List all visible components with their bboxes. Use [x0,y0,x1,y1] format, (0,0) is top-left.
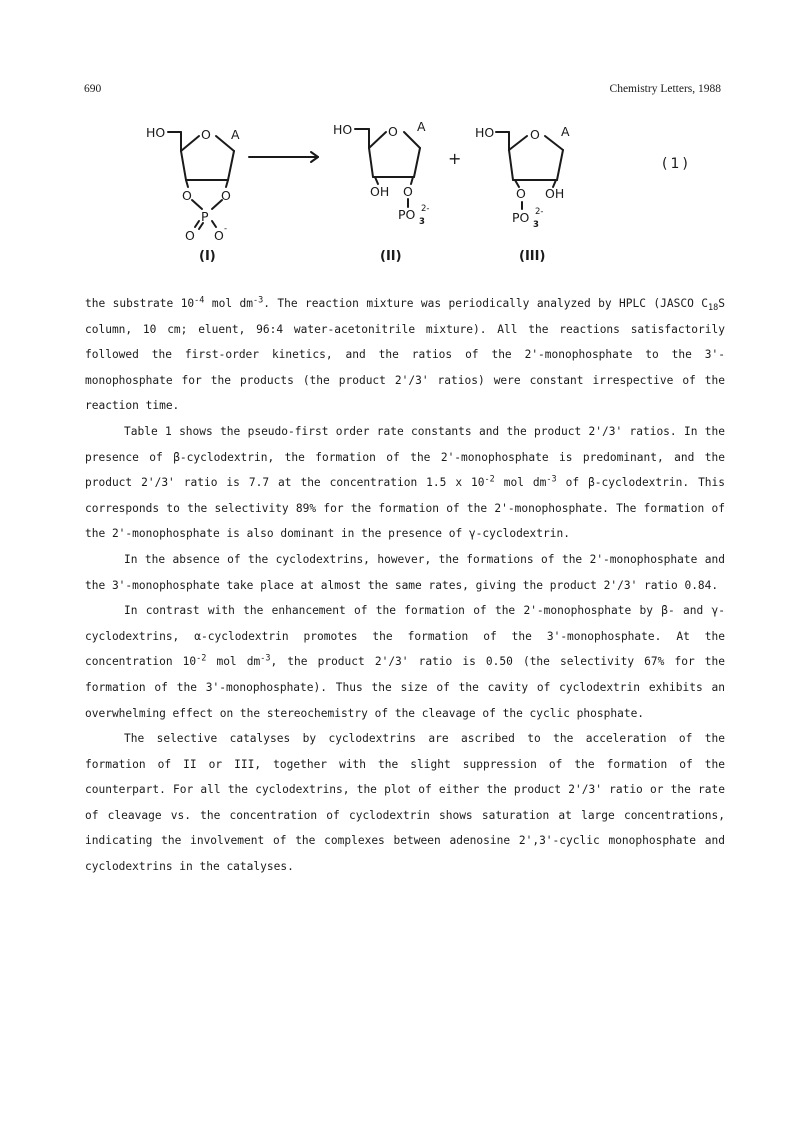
superscript: -4 [194,295,205,306]
base-label: A [561,124,570,139]
phosphate-subscript: 3 [533,220,539,230]
paragraph [85,547,725,598]
reaction-scheme [0,108,793,273]
phosphate-label: PO [512,210,530,225]
compound-label: (I) [199,249,216,264]
superscript: -2 [484,474,495,485]
text-run: The selective catalyses by cyclodextrins are ascribed to the acceleration of the formation of II or III, together with the slight suppression of the formation of the counterpart. For all the cyclodextrins, the plot of either the product 2'/3' ratio or the rate of cleavage vs. the concentration of cyclodextrin shows saturation at large concentrations, indicating the involvement of the complexes between adenosine 2',3'-cyclic monophosphate and cyclodextrins in the catalyses. [85,732,725,874]
oxygen-label: O [403,184,413,199]
plus-sign: + [448,149,462,168]
phosphorus-label: P [201,209,209,224]
oxygen-label: O [185,228,195,243]
phosphate-subscript: 3 [419,217,425,227]
hydroxyl-label: OH [545,186,565,201]
text-run: mol dm [206,655,261,669]
oxygen-label: O [182,188,192,203]
equation-number: (1) [662,156,691,172]
base-label: A [417,119,426,134]
base-label: A [231,127,240,142]
text-run: In the absence of the cyclodextrins, however, the formations of the 2'-monophosphate and the 3'-monophosphate take place at almost the same rates, giving the product 2'/3' ratio 0.84. [85,552,725,592]
paragraph [85,419,725,547]
paragraph [85,726,725,880]
text-run: mol dm [494,476,547,490]
text-run: . The reaction mixture was periodically analyzed by HPLC (JASCO C [263,297,708,310]
text-run: In contrast with the enhancement of the formation of the 2'-monophosphate by β- and γ-cyclodextrins, α-cyclodextrin promotes the formation of the 3'-monophosphate. At the concentration 10 [85,604,725,669]
charge-label: - [224,224,228,234]
phosphate-charge: 2- [421,204,430,214]
oxygen-label: O [221,188,231,203]
ring-oxygen-label: O [388,124,398,139]
reaction-scheme-drawing [0,108,793,273]
compound-label: (II) [380,249,402,264]
page-number: 690 [84,83,102,95]
phosphate-label: PO [398,207,416,222]
hydroxyl-label: HO [146,125,166,140]
ring-oxygen-label: O [530,127,540,142]
text-run: mol dm [204,297,253,310]
text-run: S column, 10 cm; eluent, 96:4 water-acetonitrile mixture). All the reactions satisfactorily followed the first-order kinetics, and the ratios of the 2'-monophosphate to the 3'-monophosphate for the products (the product 2'/3' ratios) were constant irrespective of the reaction time. [85,297,725,413]
superscript: -3 [260,653,271,664]
paragraph [85,598,725,726]
superscript: -3 [252,295,264,306]
journal-reference: Chemistry Letters, 1988 [609,83,721,95]
hydroxyl-label: HO [475,125,495,140]
hydroxyl-label: HO [333,122,353,137]
text-run: the substrate 10 [85,297,195,310]
oxygen-label: O [214,228,224,243]
hydroxyl-label: OH [370,184,390,199]
text-run: of β-cyclodextrin. This corresponds to the selectivity 89% for the formation of the 2'-monophosphate. The formation of the 2'-monophosphate is also dominant in the presence of γ-cyclodextrin. [85,476,726,541]
superscript: -3 [546,474,557,485]
page-header [0,83,793,99]
subscript: 18 [708,303,719,314]
compound-label: (III) [519,249,546,264]
article-body [85,291,725,880]
paragraph [85,291,725,419]
text-run: Table 1 shows the pseudo-first order rate constants and the product 2'/3' ratios. In the presence of β-cyclodextrin, the formation of the 2'-monophosphate is predominant, and the product 2'/3' ratio is 7.7 at the concentration 1.5 x 10 [85,424,725,490]
phosphate-charge: 2- [535,207,544,217]
ring-oxygen-label: O [201,127,211,142]
superscript: -2 [196,653,207,664]
text-run: , the product 2'/3' ratio is 0.50 (the selectivity 67% for the formation of the 3'-monophosphate). Thus the size of the cavity of cyclodextrin exhibits an overwhelming effect on the stereochemistry of the cleavage of the cyclic phosphate. [85,655,725,720]
oxygen-label: O [516,186,526,201]
